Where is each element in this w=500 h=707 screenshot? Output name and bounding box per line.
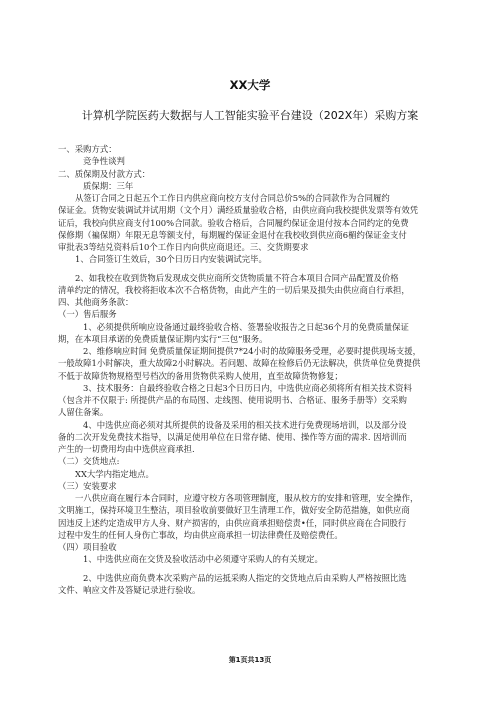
paragraph-line: 不低于故障货物规格型号档次的备用货物供采购人使用，直至故障货物修复；: [58, 370, 343, 381]
subsection-heading: （二）交货地点:: [58, 456, 120, 467]
paragraph-line: 因违反上述约定造成甲方人身、财产损害的，由供应商承担赔偿责•任，同时供应商在合同股行: [58, 517, 407, 528]
paragraph-line: 2、中选供应商负费本次采购产品的运抵采购人指定的交货地点后由采购人严格按照比选: [83, 572, 407, 583]
paragraph-line: 质保期：三年: [83, 180, 134, 191]
paragraph-line: 2、如我校在收到货物后发现成交供应商所交货物质量不符合本项目合同产品配置及价格: [75, 272, 399, 283]
page-number: 第1页共13页: [228, 656, 272, 664]
subsection-heading: （三）安装要求: [58, 480, 117, 491]
paragraph-line: 备的二次开发免费技术指导，以满足使用单位在日常存储、使用、操作等方面的需求. 因培训而: [58, 431, 407, 442]
paragraph-line: 文明施工，保持环境卫生整洁，项目验收前要做好卫生清理工作，做好安全防范措施，如供应商: [58, 505, 410, 516]
paragraph-line: 一八供应商在履行本合同时，应遵守校方各项管理制度，服从校方的安排和管理，安全操作，: [75, 493, 419, 503]
paragraph-line: 证后，我校向供应商支付100%合同款。验收合格后，合同履约保证金退付按本合同约定的免费: [58, 217, 409, 228]
paragraph-line: 文件、响应文件及答疑记录进行验收。: [58, 584, 201, 595]
paragraph-line: 保修期（褊保期）年限无息等额支付，每期履约保证金退付在我校收到供应商6楣约保证金支付: [58, 229, 407, 240]
paragraph-line: 从签订合同之日起五个工作日内供应商向校方支付合同总价5%的合同款作为合同履约: [75, 193, 390, 203]
paragraph-line: 过程中发生的任何人身伤亡事故，均由供应商承担一切法律费任及赔偿费任。: [58, 529, 343, 540]
subsection-heading: （四）项目验收: [58, 542, 117, 552]
paragraph-line: 人留住备案。: [58, 407, 109, 418]
paragraph-line: XX大学内指定地点。: [75, 468, 154, 479]
paragraph-line: 清单约定的情况，我校将拒收本次不合格货物，由此产生的一切后果及损失由供应商自行承担，: [58, 284, 410, 295]
document-title: 计算机学院医药大数据与人工智能实验平台建设（202X年）采购方案: [81, 109, 419, 122]
paragraph-line: 2、维修响应时间 免费质量保证期间提供7*24小时的故障服务受理，必要时提供现场支援，: [83, 346, 422, 356]
paragraph-line: 保证金。货物安装调试并试用期（文个月）满经质量验收合格，由供应商向我校提供发票等有效凭: [58, 205, 419, 216]
paragraph-line: 审批表3等结兑资料后10个工作日内向供应商退还。三、交货期要求: [58, 242, 309, 252]
paragraph-line: 1、合同签订生效后，30个日历日内安装调试完毕。: [75, 254, 267, 265]
document-body: [58, 143, 448, 596]
paragraph-line: 1、中选供应商在交货及验收活动中必须遵守采购人的有关规定。: [83, 554, 323, 565]
university-name: XX大学: [229, 78, 271, 92]
paragraph-line: （包含并不仅限于: 所提供产品的布局图、走线图、使用说明书、合格证、服务手册等）交采购: [58, 395, 407, 405]
section-heading: 四、其他商务条款：: [58, 297, 134, 307]
paragraph-line: 期，在本项目承诺的免费质量保证期内实行“三包”服务。: [58, 333, 268, 344]
paragraph-line: 1、必须提供所响应设备通过最终验收合格、签署验收报告之日起36个月的免费质量保证: [83, 321, 409, 332]
subsection-heading: （一）售后服务: [58, 309, 117, 320]
paragraph-line: 产生的一切费用均由中选供应商承担.: [58, 444, 195, 454]
paragraph-line: 一般故障1小时解决，重大故障2小时解决。若问题、故障在检修后仍无法解决，供货单位免费提供: [58, 358, 421, 369]
paragraph-line: 4、中选供应商必须对其所提供的设备及采用的相关技术进行免费现场培训，以及部分设: [83, 419, 407, 430]
paragraph-line: 3、技术服务：自最终验收合格之日起3个日历日内，中选供应商必须将所有相关技术资料: [83, 382, 412, 393]
section-heading: 一、采购方式：: [58, 144, 117, 154]
paragraph-line: 竞争性谈判: [83, 156, 125, 167]
section-heading: 二、质保期及付款方式：: [58, 168, 151, 179]
